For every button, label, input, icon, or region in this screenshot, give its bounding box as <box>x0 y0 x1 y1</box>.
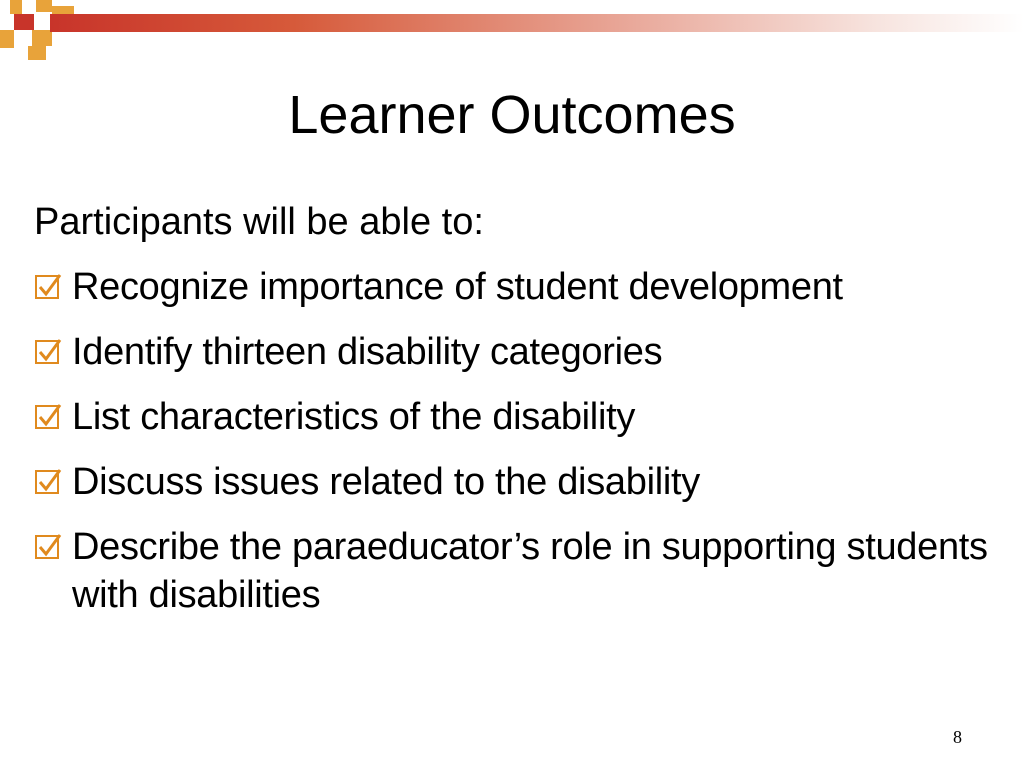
list-item-text: List characteristics of the disability <box>72 396 636 438</box>
list-item <box>34 458 1014 506</box>
decor-tile <box>28 46 46 60</box>
list-item <box>34 328 1014 376</box>
checkbox-checked-icon <box>34 328 72 376</box>
page-number: 8 <box>953 727 962 747</box>
decor-tile <box>10 0 22 14</box>
list-item <box>34 393 1014 441</box>
checkbox-checked-icon <box>34 263 72 311</box>
decor-tile <box>0 30 14 48</box>
checkbox-checked-icon <box>34 393 72 441</box>
slide-title: Learner Outcomes <box>288 85 736 145</box>
list-item-text: Discuss issues related to the disability <box>72 461 700 503</box>
header-gradient-bar <box>50 14 1024 32</box>
decor-tile <box>32 30 52 46</box>
list-item <box>34 263 1014 311</box>
list-item-text: Identify thirteen disability categories <box>72 331 663 373</box>
decor-tile <box>36 0 52 12</box>
checkbox-checked-icon <box>34 458 72 506</box>
list-item <box>34 523 1014 619</box>
checkbox-checked-icon <box>34 523 72 571</box>
decor-tile <box>14 14 34 30</box>
list-item-text: Recognize importance of student development <box>72 266 843 308</box>
intro-text: Participants will be able to: <box>34 201 484 243</box>
outcomes-list <box>34 263 1014 619</box>
list-item-text: Describe the paraeducator’s role in supporting students with disabilities <box>72 526 988 616</box>
slide-body <box>34 198 1014 636</box>
